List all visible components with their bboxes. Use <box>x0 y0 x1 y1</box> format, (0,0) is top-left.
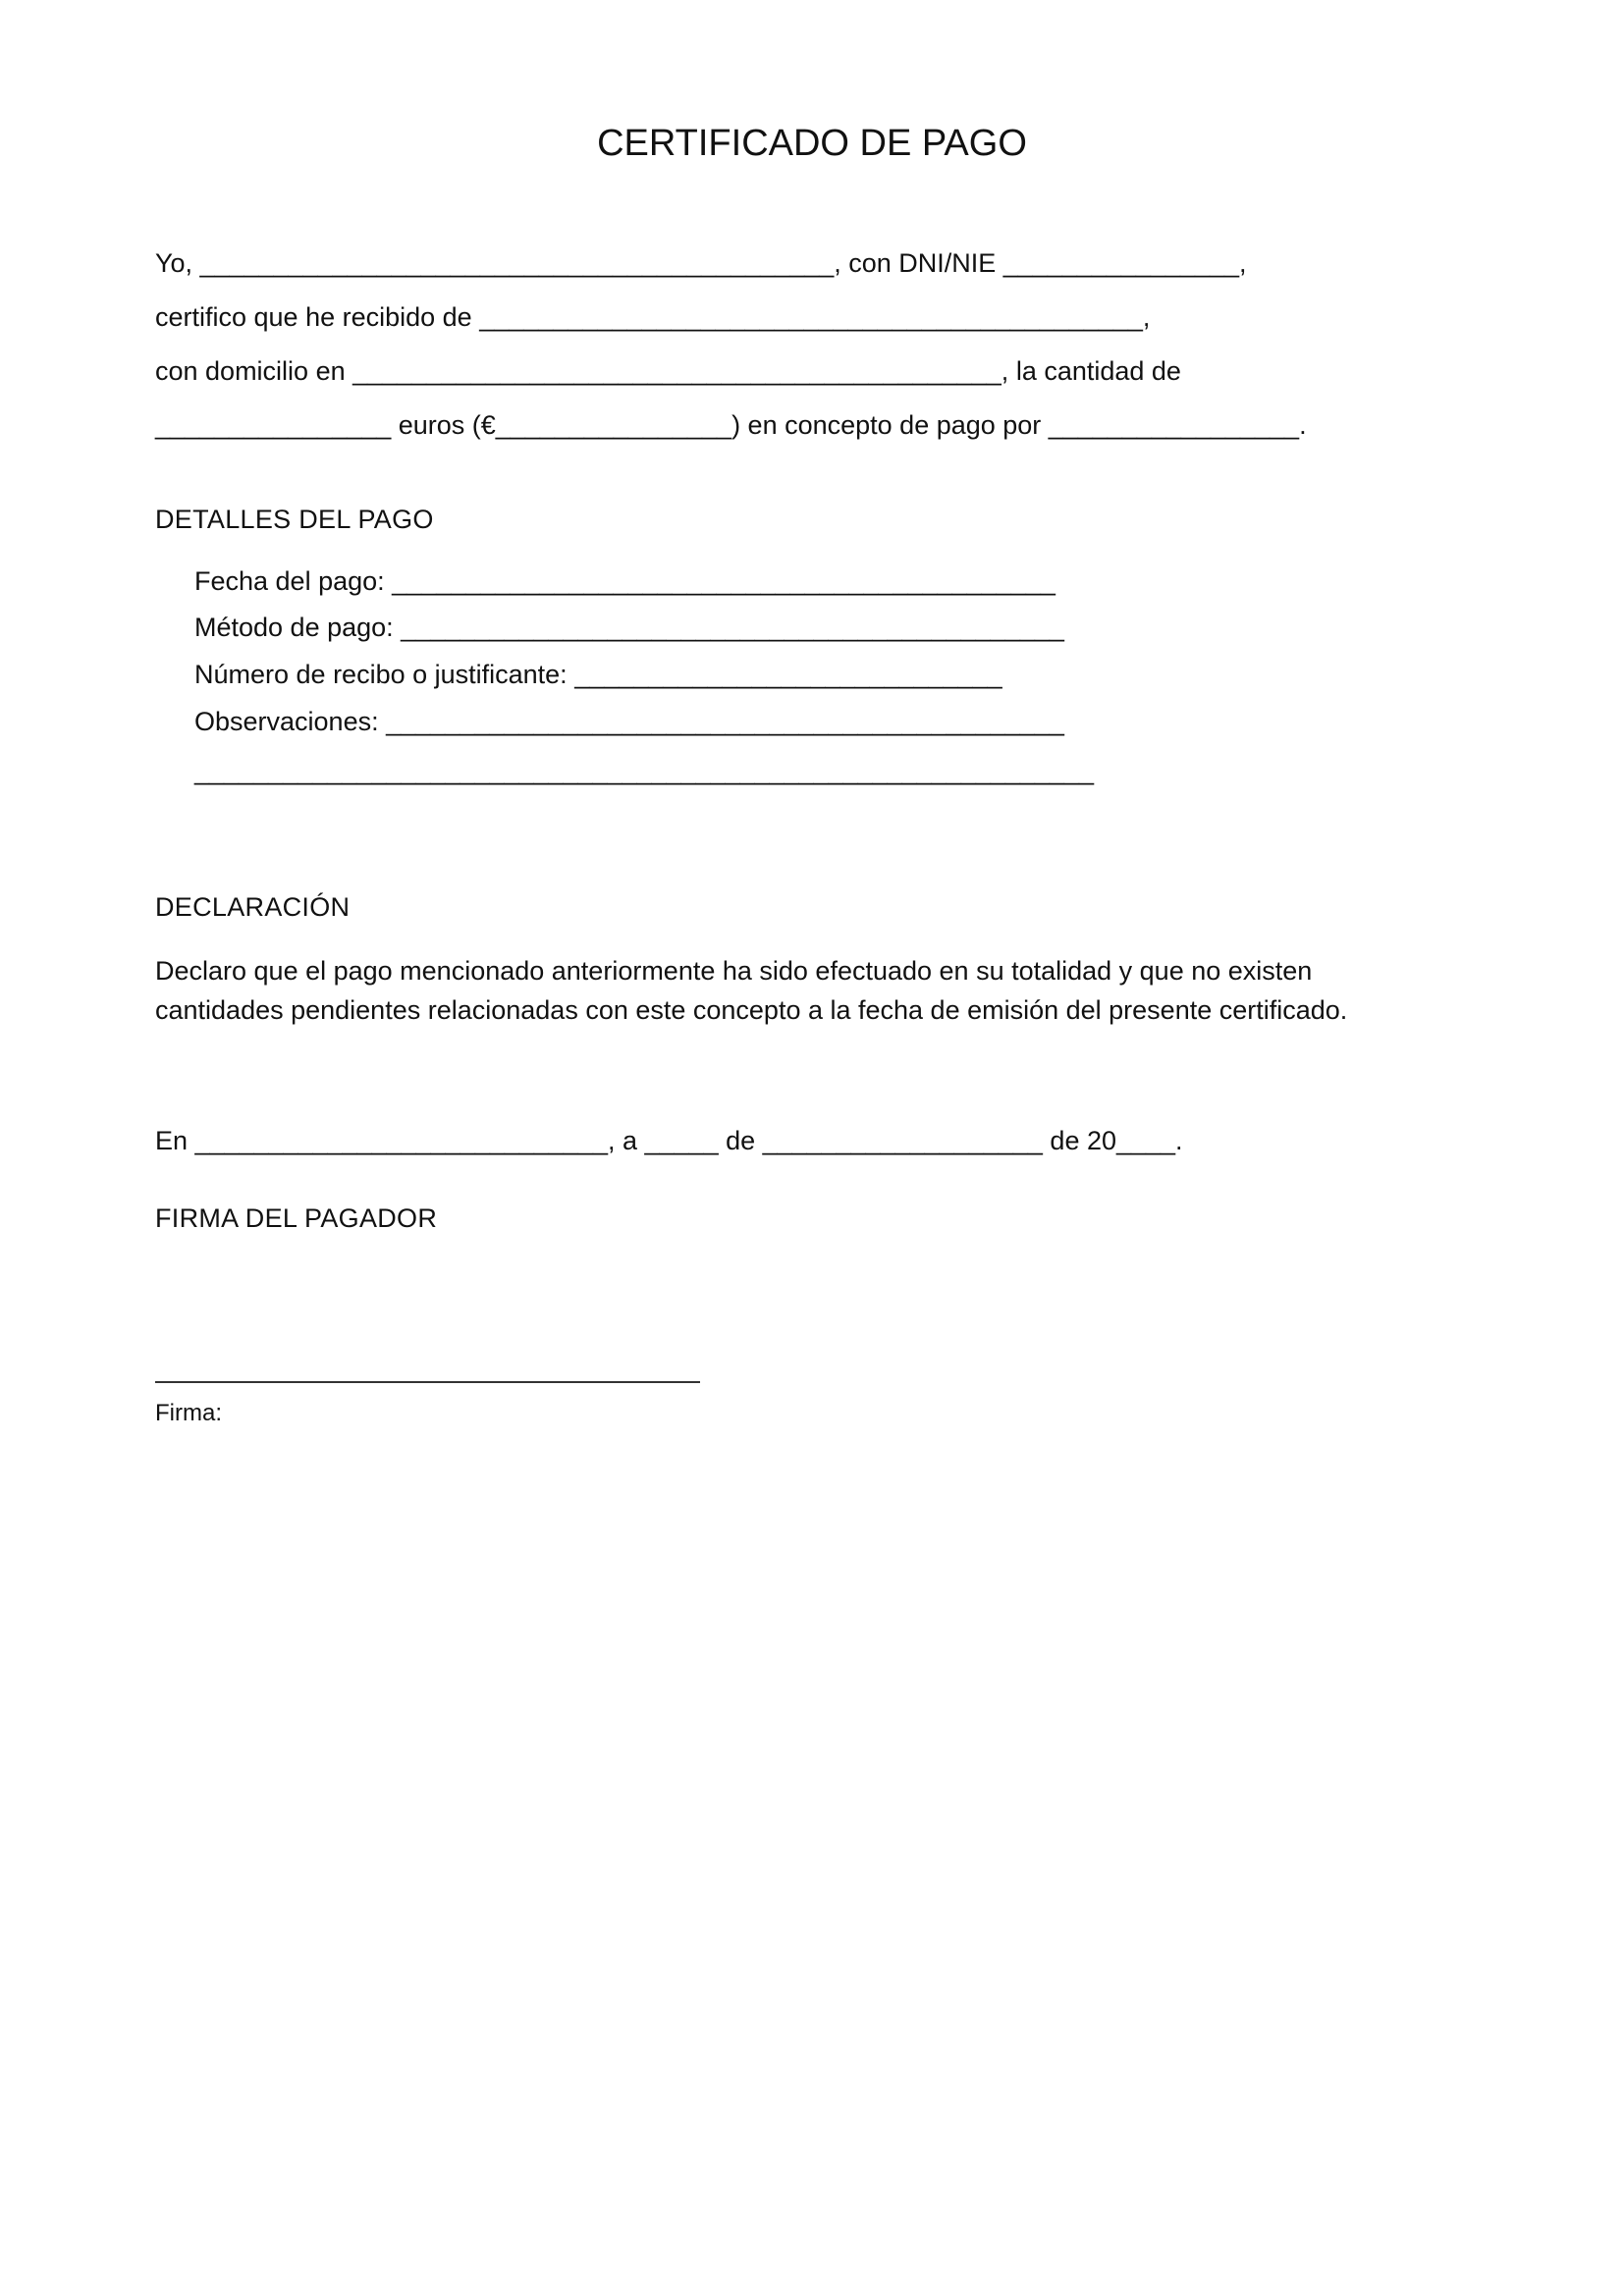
declaration-line-1: Declaro que el pago mencionado anteriormente ha sido efectuado en su totalidad y que no existen <box>155 956 1313 986</box>
intro-line-amount: ________________ euros (€________________) en concepto de pago por _________________. <box>155 410 1307 440</box>
date-place-line: En ____________________________, a _____ de ___________________ de 20____. <box>155 1126 1183 1155</box>
detail-line-observations: Observaciones: ______________________________________________ <box>194 707 1064 736</box>
signature-label: Firma: <box>155 1400 222 1426</box>
detail-line-date: Fecha del pago: _____________________________________________ <box>194 566 1056 596</box>
intro-line-address: con domicilio en ____________________________________________, la cantidad de <box>155 356 1181 386</box>
intro-line-payee: Yo, ___________________________________________, con DNI/NIE ________________, <box>155 248 1247 278</box>
declaration-line-2: cantidades pendientes relacionadas con este concepto a la fecha de emisión del presente certificado. <box>155 995 1348 1025</box>
detail-line-receipt-number: Número de recibo o justificante: _____________________________ <box>194 660 1002 689</box>
details-heading: DETALLES DEL PAGO <box>155 505 434 534</box>
intro-line-received-from: certifico que he recibido de _____________________________________________, <box>155 302 1151 332</box>
detail-line-method: Método de pago: _____________________________________________ <box>194 613 1064 642</box>
detail-line-observations-extra: _____________________________________________________________ <box>194 756 1094 785</box>
signature-heading: FIRMA DEL PAGADOR <box>155 1203 438 1233</box>
declaration-paragraph <box>155 951 1471 1030</box>
document-title: CERTIFICADO DE PAGO <box>597 123 1027 164</box>
signature-rule <box>155 1381 700 1383</box>
declaration-heading: DECLARACIÓN <box>155 892 351 922</box>
